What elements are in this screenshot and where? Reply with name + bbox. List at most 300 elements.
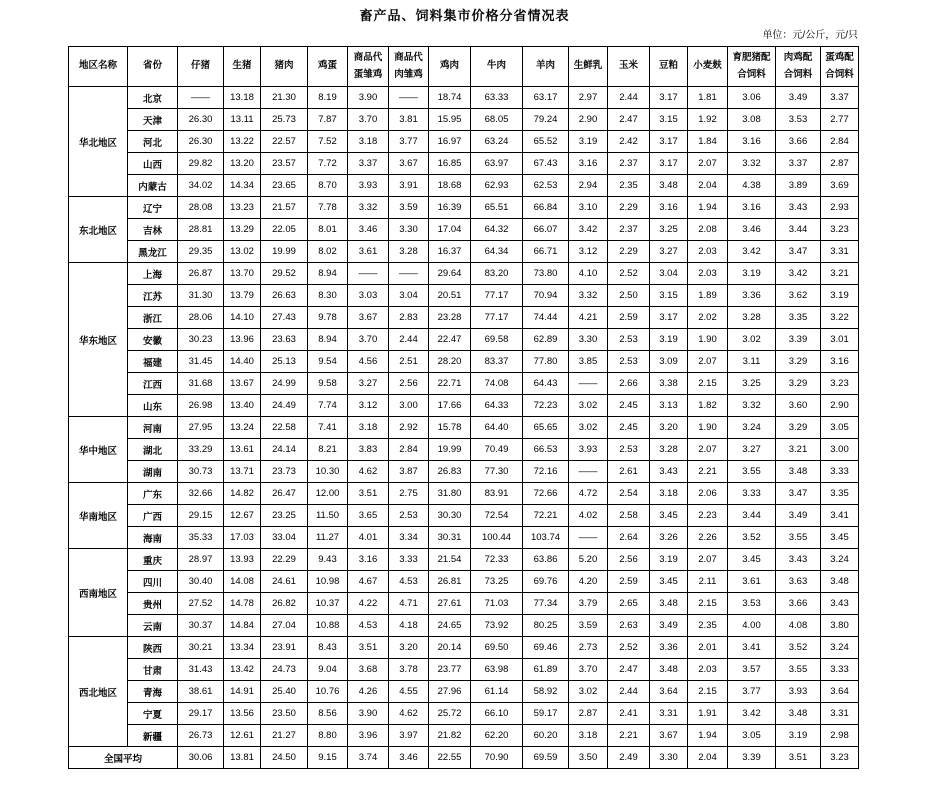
- table-row: [69, 87, 859, 109]
- value-cell: 77.17: [471, 307, 523, 329]
- value-cell: 16.85: [429, 153, 471, 175]
- column-header: 鸡肉: [429, 47, 471, 87]
- value-cell: 3.66: [776, 593, 821, 615]
- value-cell: 3.81: [389, 109, 429, 131]
- value-cell: 3.47: [776, 241, 821, 263]
- value-cell: 59.17: [523, 703, 569, 725]
- value-cell: 14.08: [224, 571, 261, 593]
- value-cell: 3.60: [776, 395, 821, 417]
- value-cell: 3.45: [650, 505, 688, 527]
- value-cell: 3.05: [728, 725, 776, 747]
- value-cell: 3.87: [389, 461, 429, 483]
- value-cell: 27.96: [429, 681, 471, 703]
- value-cell: 3.19: [569, 131, 608, 153]
- value-cell: 3.51: [348, 637, 389, 659]
- national-average-row: [69, 747, 859, 769]
- value-cell: 1.90: [688, 329, 728, 351]
- value-cell: 28.08: [178, 197, 224, 219]
- value-cell: 67.43: [523, 153, 569, 175]
- value-cell: 3.29: [776, 351, 821, 373]
- value-cell: 25.72: [429, 703, 471, 725]
- value-cell: 3.39: [776, 329, 821, 351]
- value-cell: 3.55: [776, 527, 821, 549]
- value-cell: 72.23: [523, 395, 569, 417]
- value-cell: 8.94: [308, 329, 348, 351]
- value-cell: 3.02: [569, 681, 608, 703]
- province-cell: 浙江: [128, 307, 178, 329]
- value-cell: 3.63: [776, 571, 821, 593]
- value-cell: 2.03: [688, 263, 728, 285]
- value-cell: 8.02: [308, 241, 348, 263]
- column-header: 商品代 蛋雏鸡: [348, 47, 389, 87]
- value-cell: 19.99: [261, 241, 308, 263]
- value-cell: 3.33: [728, 483, 776, 505]
- value-cell: 2.35: [608, 175, 650, 197]
- value-cell: 2.97: [569, 87, 608, 109]
- value-cell: 3.48: [650, 593, 688, 615]
- value-cell: 66.10: [471, 703, 523, 725]
- value-cell: 3.37: [348, 153, 389, 175]
- value-cell: 69.76: [523, 571, 569, 593]
- value-cell: 3.57: [728, 659, 776, 681]
- value-cell: 30.40: [178, 571, 224, 593]
- value-cell: 4.22: [348, 593, 389, 615]
- value-cell: 2.07: [688, 153, 728, 175]
- province-cell: 云南: [128, 615, 178, 637]
- value-cell: 23.63: [261, 329, 308, 351]
- value-cell: 13.42: [224, 659, 261, 681]
- table-row: [69, 593, 859, 615]
- value-cell: 1.90: [688, 417, 728, 439]
- value-cell: 2.07: [688, 351, 728, 373]
- value-cell: 2.07: [688, 439, 728, 461]
- value-cell: 3.19: [776, 725, 821, 747]
- value-cell: 30.37: [178, 615, 224, 637]
- value-cell: 3.16: [821, 351, 859, 373]
- value-cell: 3.48: [776, 461, 821, 483]
- value-cell: 21.30: [261, 87, 308, 109]
- value-cell: 3.09: [650, 351, 688, 373]
- value-cell: 3.16: [728, 131, 776, 153]
- value-cell: 64.34: [471, 241, 523, 263]
- value-cell: 7.74: [308, 395, 348, 417]
- value-cell: 3.61: [728, 571, 776, 593]
- province-cell: 新疆: [128, 725, 178, 747]
- value-cell: 3.67: [389, 153, 429, 175]
- value-cell: 2.15: [688, 593, 728, 615]
- table-header-row: [69, 47, 859, 87]
- value-cell: 3.44: [776, 219, 821, 241]
- value-cell: 21.54: [429, 549, 471, 571]
- value-cell: 70.94: [523, 285, 569, 307]
- value-cell: 21.57: [261, 197, 308, 219]
- value-cell: 2.75: [389, 483, 429, 505]
- value-cell: 2.45: [608, 417, 650, 439]
- region-cell: 东北地区: [69, 197, 128, 263]
- column-header: 商品代 肉雏鸡: [389, 47, 429, 87]
- value-cell: 3.90: [348, 87, 389, 109]
- value-cell: 3.24: [821, 637, 859, 659]
- value-cell: 13.11: [224, 109, 261, 131]
- value-cell: 2.90: [569, 109, 608, 131]
- value-cell: 3.79: [569, 593, 608, 615]
- value-cell: 3.05: [821, 417, 859, 439]
- value-cell: 3.08: [728, 109, 776, 131]
- table-row: [69, 395, 859, 417]
- table-row: [69, 659, 859, 681]
- value-cell: 2.29: [608, 197, 650, 219]
- column-header: 小麦麸: [688, 47, 728, 87]
- value-cell: 2.64: [608, 527, 650, 549]
- value-cell: 2.58: [608, 505, 650, 527]
- value-cell: 2.11: [688, 571, 728, 593]
- value-cell: 2.83: [389, 307, 429, 329]
- value-cell: 4.00: [728, 615, 776, 637]
- value-cell: 3.27: [728, 439, 776, 461]
- value-cell: 3.21: [776, 439, 821, 461]
- value-cell: 3.18: [348, 131, 389, 153]
- value-cell: 2.37: [608, 153, 650, 175]
- table-row: [69, 461, 859, 483]
- value-cell: 2.35: [688, 615, 728, 637]
- value-cell: 4.62: [389, 703, 429, 725]
- value-cell: 73.25: [471, 571, 523, 593]
- value-cell: 4.55: [389, 681, 429, 703]
- value-cell: 3.45: [728, 549, 776, 571]
- value-cell: 13.93: [224, 549, 261, 571]
- value-cell: 1.94: [688, 197, 728, 219]
- value-cell: 3.44: [728, 505, 776, 527]
- value-cell: 3.43: [776, 549, 821, 571]
- province-cell: 四川: [128, 571, 178, 593]
- value-cell: 3.15: [650, 109, 688, 131]
- value-cell: 62.53: [523, 175, 569, 197]
- value-cell: 2.21: [608, 725, 650, 747]
- value-cell: 27.61: [429, 593, 471, 615]
- province-cell: 吉林: [128, 219, 178, 241]
- value-cell: 29.82: [178, 153, 224, 175]
- value-cell: 66.53: [523, 439, 569, 461]
- value-cell: 5.20: [569, 549, 608, 571]
- value-cell: 63.17: [523, 87, 569, 109]
- value-cell: 3.00: [821, 439, 859, 461]
- value-cell: 73.92: [471, 615, 523, 637]
- value-cell: 12.67: [224, 505, 261, 527]
- value-cell: 4.02: [569, 505, 608, 527]
- value-cell: 4.26: [348, 681, 389, 703]
- value-cell: 1.94: [688, 725, 728, 747]
- value-cell: 3.55: [728, 461, 776, 483]
- value-cell: 24.65: [429, 615, 471, 637]
- province-cell: 广东: [128, 483, 178, 505]
- value-cell: 38.61: [178, 681, 224, 703]
- value-cell: ——: [348, 263, 389, 285]
- value-cell: 62.20: [471, 725, 523, 747]
- value-cell: 23.73: [261, 461, 308, 483]
- value-cell: 2.84: [821, 131, 859, 153]
- value-cell: 77.80: [523, 351, 569, 373]
- value-cell: 3.70: [569, 659, 608, 681]
- value-cell: 28.20: [429, 351, 471, 373]
- value-cell: 100.44: [471, 527, 523, 549]
- value-cell: 3.36: [650, 637, 688, 659]
- region-cell: 华东地区: [69, 263, 128, 417]
- value-cell: 14.78: [224, 593, 261, 615]
- value-cell: 3.67: [650, 725, 688, 747]
- value-cell: 2.98: [821, 725, 859, 747]
- value-cell: 17.04: [429, 219, 471, 241]
- value-cell: 3.33: [389, 549, 429, 571]
- value-cell: 64.43: [523, 373, 569, 395]
- value-cell: 3.59: [569, 615, 608, 637]
- value-cell: 26.98: [178, 395, 224, 417]
- value-cell: 3.70: [348, 109, 389, 131]
- value-cell: 16.37: [429, 241, 471, 263]
- value-cell: 26.83: [429, 461, 471, 483]
- value-cell: 14.84: [224, 615, 261, 637]
- value-cell: 2.53: [608, 329, 650, 351]
- table-row: [69, 351, 859, 373]
- value-cell: 29.17: [178, 703, 224, 725]
- value-cell: 26.63: [261, 285, 308, 307]
- value-cell: 3.93: [569, 439, 608, 461]
- value-cell: 21.27: [261, 725, 308, 747]
- value-cell: 66.07: [523, 219, 569, 241]
- price-table: [68, 46, 859, 769]
- value-cell: 35.33: [178, 527, 224, 549]
- value-cell: 3.20: [650, 417, 688, 439]
- column-header: 生鲜乳: [569, 47, 608, 87]
- value-cell: 2.84: [389, 439, 429, 461]
- value-cell: 2.03: [688, 241, 728, 263]
- value-cell: 4.10: [569, 263, 608, 285]
- value-cell: 3.77: [728, 681, 776, 703]
- value-cell: 4.56: [348, 351, 389, 373]
- table-row: [69, 417, 859, 439]
- value-cell: 27.95: [178, 417, 224, 439]
- value-cell: 8.94: [308, 263, 348, 285]
- unit-note: 单位：元/公斤，元/只: [762, 30, 858, 41]
- value-cell: 3.31: [821, 703, 859, 725]
- value-cell: 7.87: [308, 109, 348, 131]
- value-cell: 13.96: [224, 329, 261, 351]
- value-cell: 13.61: [224, 439, 261, 461]
- value-cell: 26.47: [261, 483, 308, 505]
- value-cell: 4.62: [348, 461, 389, 483]
- value-cell: 3.25: [728, 373, 776, 395]
- province-cell: 上海: [128, 263, 178, 285]
- province-cell: 青海: [128, 681, 178, 703]
- province-cell: 江苏: [128, 285, 178, 307]
- value-cell: 9.54: [308, 351, 348, 373]
- value-cell: 3.19: [650, 549, 688, 571]
- value-cell: 22.71: [429, 373, 471, 395]
- value-cell: 62.89: [523, 329, 569, 351]
- value-cell: 2.77: [821, 109, 859, 131]
- value-cell: 2.44: [608, 87, 650, 109]
- value-cell: 23.91: [261, 637, 308, 659]
- value-cell: 2.59: [608, 307, 650, 329]
- value-cell: 3.23: [821, 373, 859, 395]
- value-cell: 24.14: [261, 439, 308, 461]
- value-cell: 3.04: [389, 285, 429, 307]
- table-row: [69, 439, 859, 461]
- value-cell: 3.16: [348, 549, 389, 571]
- value-cell: 3.42: [569, 219, 608, 241]
- value-cell: 3.32: [348, 197, 389, 219]
- value-cell: 2.06: [688, 483, 728, 505]
- value-cell: 21.82: [429, 725, 471, 747]
- value-cell: 69.46: [523, 637, 569, 659]
- value-cell: 77.17: [471, 285, 523, 307]
- value-cell: 79.24: [523, 109, 569, 131]
- value-cell: 3.17: [650, 87, 688, 109]
- value-cell: 74.44: [523, 307, 569, 329]
- value-cell: 72.33: [471, 549, 523, 571]
- value-cell: 2.26: [688, 527, 728, 549]
- value-cell: 20.14: [429, 637, 471, 659]
- value-cell: 2.49: [608, 747, 650, 769]
- value-cell: 15.78: [429, 417, 471, 439]
- value-cell: 2.53: [608, 439, 650, 461]
- value-cell: 3.77: [389, 131, 429, 153]
- value-cell: 69.50: [471, 637, 523, 659]
- table-row: [69, 131, 859, 153]
- province-cell: 江西: [128, 373, 178, 395]
- value-cell: 3.19: [821, 285, 859, 307]
- column-header: 牛肉: [471, 47, 523, 87]
- value-cell: 24.99: [261, 373, 308, 395]
- value-cell: 3.29: [776, 373, 821, 395]
- value-cell: 26.73: [178, 725, 224, 747]
- value-cell: 64.33: [471, 395, 523, 417]
- value-cell: 2.92: [389, 417, 429, 439]
- value-cell: 3.91: [389, 175, 429, 197]
- value-cell: 10.98: [308, 571, 348, 593]
- column-header: 仔猪: [178, 47, 224, 87]
- value-cell: 3.49: [776, 505, 821, 527]
- value-cell: 13.71: [224, 461, 261, 483]
- value-cell: 12.00: [308, 483, 348, 505]
- value-cell: 8.30: [308, 285, 348, 307]
- value-cell: 2.65: [608, 593, 650, 615]
- value-cell: 1.82: [688, 395, 728, 417]
- table-row: [69, 153, 859, 175]
- value-cell: 3.50: [569, 747, 608, 769]
- value-cell: 3.46: [728, 219, 776, 241]
- value-cell: 30.30: [429, 505, 471, 527]
- value-cell: ——: [178, 87, 224, 109]
- value-cell: ——: [569, 461, 608, 483]
- value-cell: 3.51: [776, 747, 821, 769]
- value-cell: 3.02: [728, 329, 776, 351]
- value-cell: 2.44: [608, 681, 650, 703]
- table-row: [69, 483, 859, 505]
- value-cell: 33.04: [261, 527, 308, 549]
- value-cell: 3.24: [821, 549, 859, 571]
- table-row: [69, 549, 859, 571]
- value-cell: 14.82: [224, 483, 261, 505]
- value-cell: 17.66: [429, 395, 471, 417]
- value-cell: 72.54: [471, 505, 523, 527]
- value-cell: 2.51: [389, 351, 429, 373]
- value-cell: 3.26: [650, 527, 688, 549]
- value-cell: 65.52: [523, 131, 569, 153]
- value-cell: 3.36: [728, 285, 776, 307]
- value-cell: 3.22: [821, 307, 859, 329]
- value-cell: 7.72: [308, 153, 348, 175]
- value-cell: 25.73: [261, 109, 308, 131]
- value-cell: 3.64: [650, 681, 688, 703]
- value-cell: 63.33: [471, 87, 523, 109]
- table-row: [69, 681, 859, 703]
- value-cell: 12.61: [224, 725, 261, 747]
- value-cell: 9.04: [308, 659, 348, 681]
- value-cell: 83.91: [471, 483, 523, 505]
- table-row: [69, 505, 859, 527]
- value-cell: 24.49: [261, 395, 308, 417]
- value-cell: 17.03: [224, 527, 261, 549]
- value-cell: 2.56: [389, 373, 429, 395]
- value-cell: 4.21: [569, 307, 608, 329]
- table-row: [69, 637, 859, 659]
- column-header: 猪肉: [261, 47, 308, 87]
- value-cell: 3.24: [728, 417, 776, 439]
- table-row: [69, 615, 859, 637]
- region-cell: 西北地区: [69, 637, 128, 747]
- value-cell: 3.67: [348, 307, 389, 329]
- value-cell: 19.99: [429, 439, 471, 461]
- value-cell: 23.28: [429, 307, 471, 329]
- value-cell: 29.52: [261, 263, 308, 285]
- value-cell: 1.89: [688, 285, 728, 307]
- value-cell: 3.49: [650, 615, 688, 637]
- table-header: [69, 47, 859, 87]
- value-cell: 2.53: [608, 351, 650, 373]
- value-cell: 22.57: [261, 131, 308, 153]
- value-cell: 3.64: [821, 681, 859, 703]
- table-row: [69, 329, 859, 351]
- value-cell: 29.15: [178, 505, 224, 527]
- value-cell: 13.70: [224, 263, 261, 285]
- value-cell: 30.73: [178, 461, 224, 483]
- value-cell: 14.34: [224, 175, 261, 197]
- value-cell: 14.91: [224, 681, 261, 703]
- value-cell: 9.15: [308, 747, 348, 769]
- value-cell: 2.52: [608, 637, 650, 659]
- value-cell: 2.93: [821, 197, 859, 219]
- value-cell: ——: [569, 373, 608, 395]
- value-cell: 2.23: [688, 505, 728, 527]
- value-cell: 4.53: [348, 615, 389, 637]
- value-cell: 3.27: [650, 241, 688, 263]
- value-cell: 2.29: [608, 241, 650, 263]
- value-cell: 2.44: [389, 329, 429, 351]
- region-cell: 华中地区: [69, 417, 128, 483]
- value-cell: 11.27: [308, 527, 348, 549]
- value-cell: 3.28: [650, 439, 688, 461]
- value-cell: 65.65: [523, 417, 569, 439]
- column-header: 玉米: [608, 47, 650, 87]
- value-cell: 68.05: [471, 109, 523, 131]
- value-cell: 13.67: [224, 373, 261, 395]
- value-cell: 70.49: [471, 439, 523, 461]
- value-cell: 3.02: [569, 417, 608, 439]
- value-cell: 3.97: [389, 725, 429, 747]
- value-cell: 3.61: [348, 241, 389, 263]
- value-cell: 70.90: [471, 747, 523, 769]
- value-cell: 27.43: [261, 307, 308, 329]
